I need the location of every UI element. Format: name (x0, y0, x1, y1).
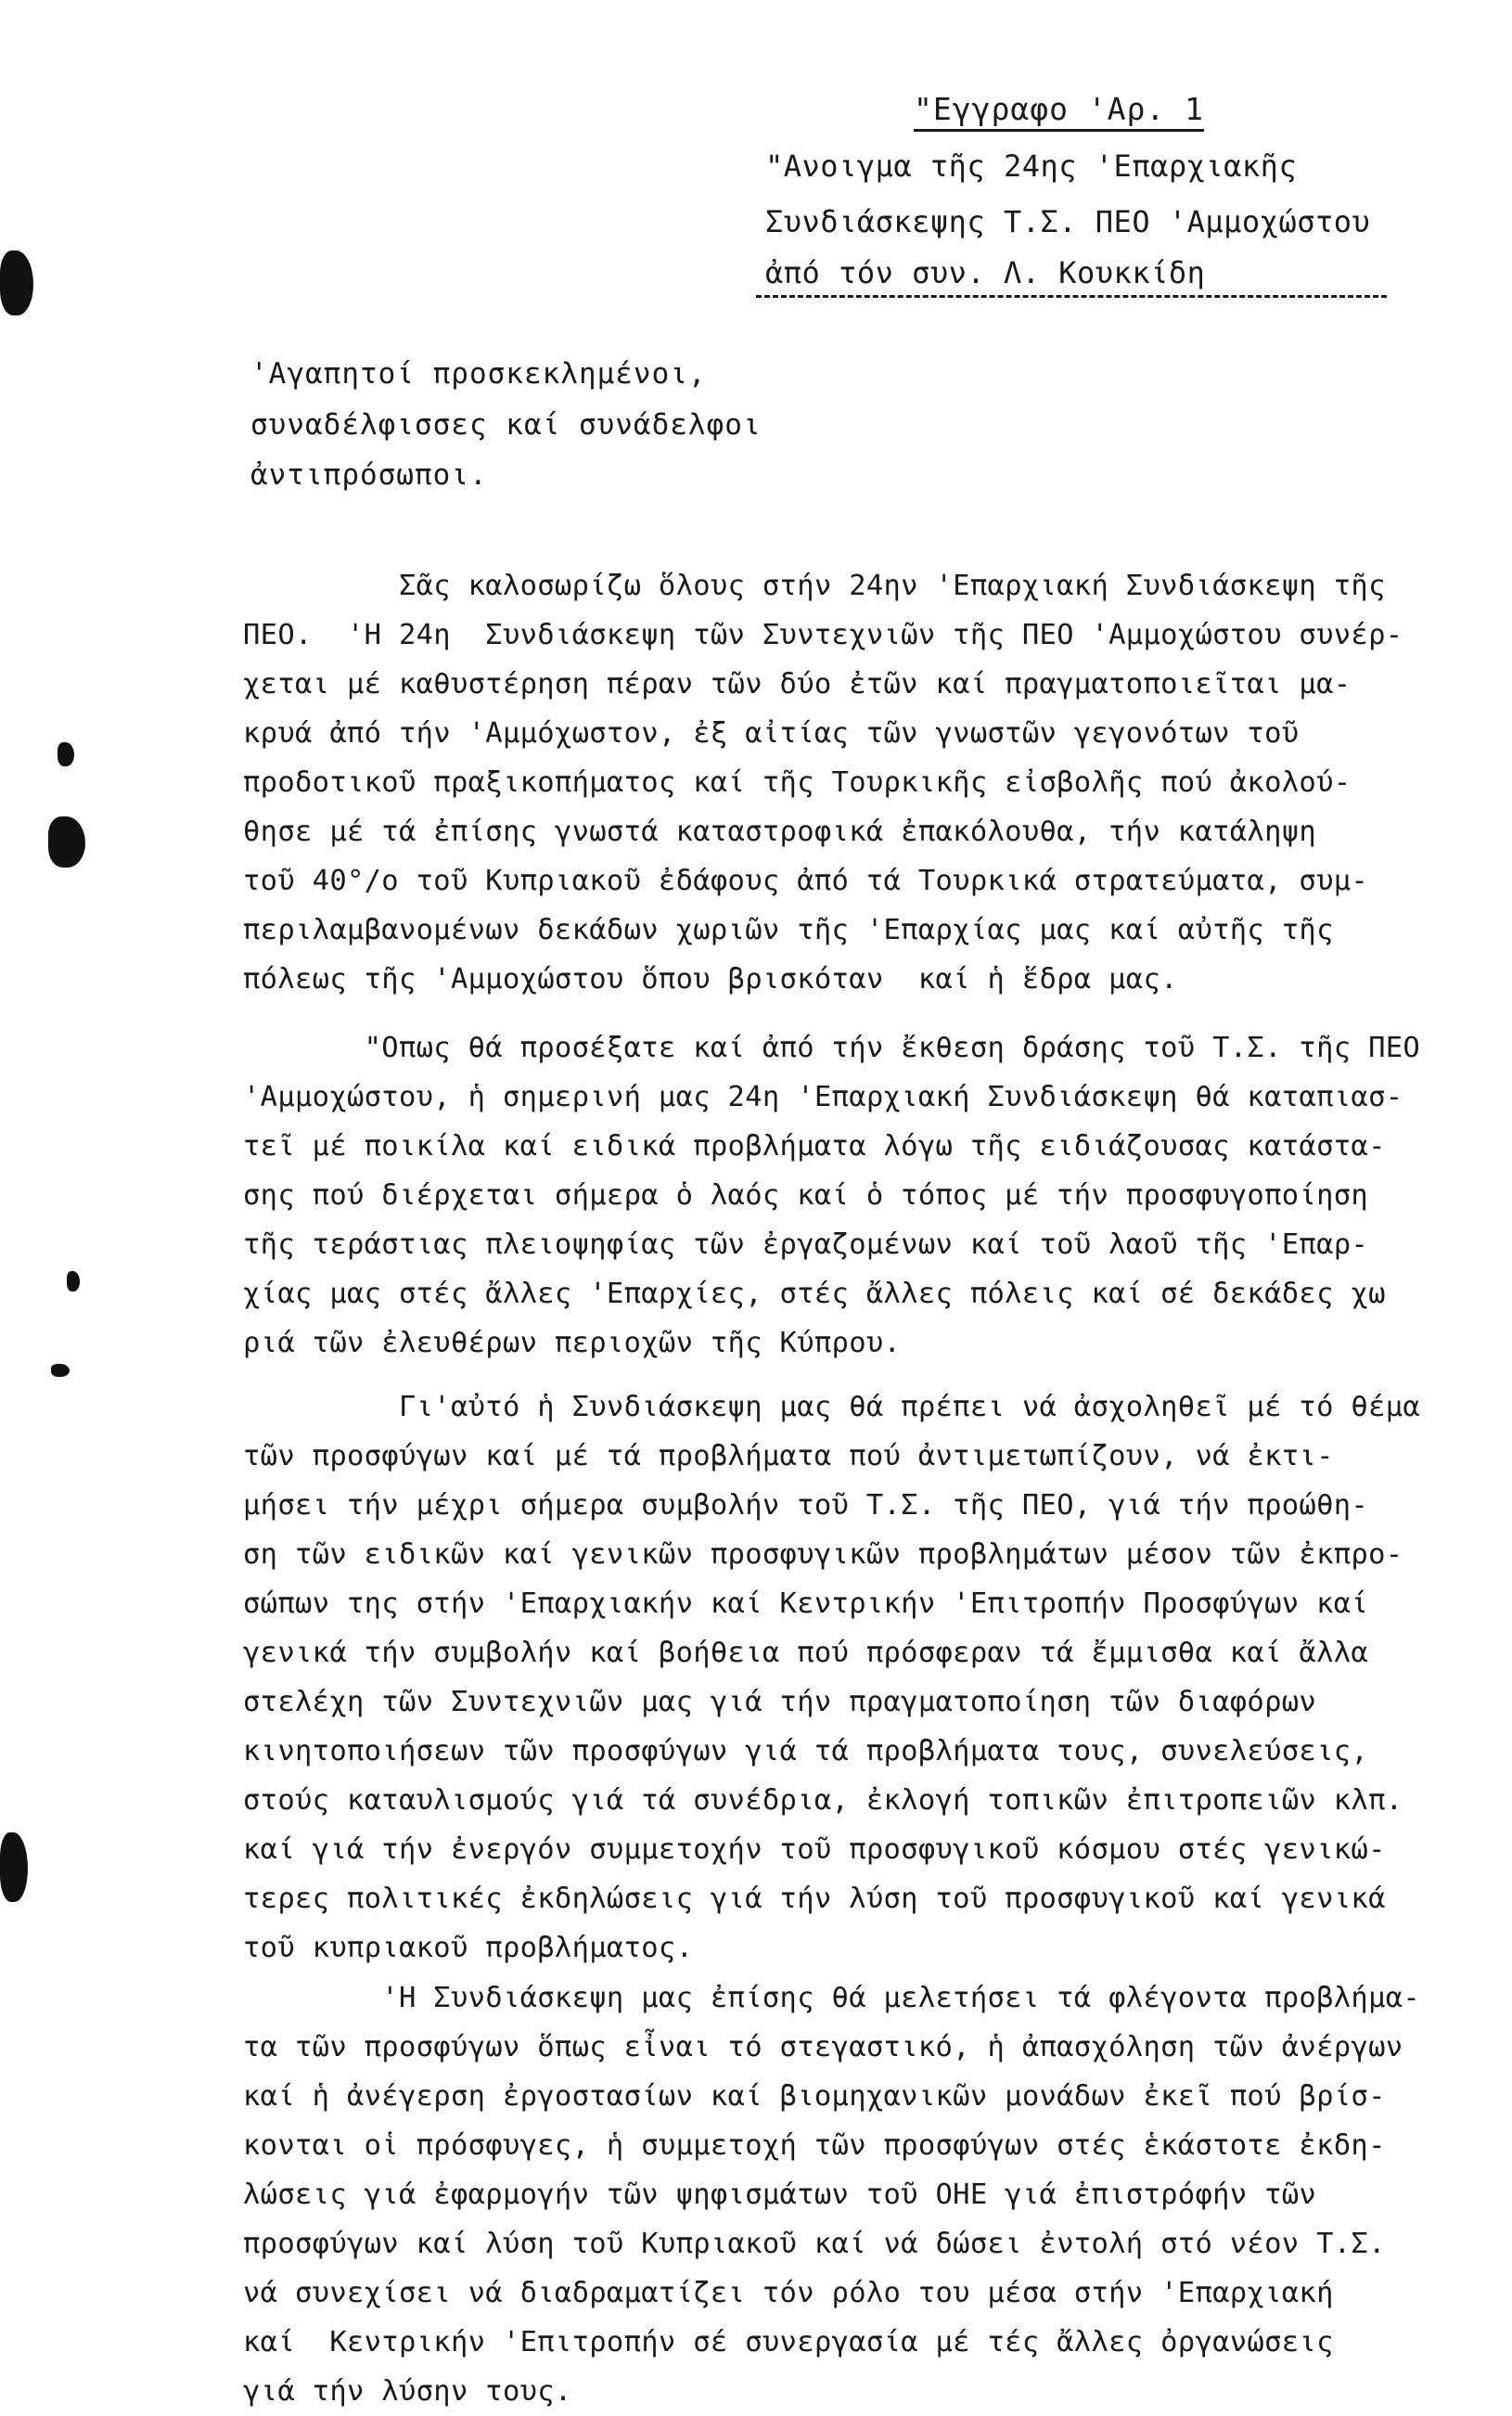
text-line: τα τῶν προσφύγων ὅπως εἶναι τό στεγαστικό, ἡ ἀπασχόληση τῶν ἀνέργων (243, 2031, 1403, 2063)
text-line: Σᾶς καλοσωρίζω ὅλους στήν 24ην 'Επαρχιακή Συνδιάσκεψη τῆς (243, 570, 1386, 602)
salutation-line: 'Αγαπητοί προσκεκλημένοι, (250, 357, 707, 391)
text-line: προσφύγων καί λύση τοῦ Κυπριακοῦ καί νά δώσει ἐντολή στό νέον Τ.Σ. (243, 2228, 1386, 2260)
binding-mark (58, 742, 74, 766)
text-line: χεται μέ καθυστέρηση πέραν τῶν δύο ἐτῶν καί πραγματοποιεῖται μα- (243, 668, 1352, 700)
header-line: ἀπό τόν συν. Λ. Κουκκίδη (765, 255, 1206, 290)
text-line: καί Κεντρικήν 'Επιτροπήν σέ συνεργασία μέ τές ἄλλες ὀργανώσεις (243, 2326, 1334, 2358)
text-line: 'Αμμοχώστου, ἡ σημερινή μας 24η 'Επαρχιακή Συνδιάσκεψη θά καταπιασ- (243, 1081, 1403, 1113)
header-underline (756, 295, 1387, 298)
text-line: καί γιά τήν ἐνεργόν συμμετοχήν τοῦ προσφυγικοῦ κόσμου στές γενικώ- (243, 1833, 1386, 1866)
text-line: περιλαμβανομένων δεκάδων χωριῶν τῆς 'Επαρχίας μας καί αὐτῆς τῆς (243, 914, 1334, 946)
text-line: θησε μέ τά ἐπίσης γνωστά καταστροφικά ἐπακόλουθα, τήν κατάληψη (243, 816, 1317, 848)
text-line: κινητοποιήσεων τῶν προσφύγων γιά τά προβλήματα τους, συνελεύσεις, (243, 1735, 1369, 1767)
binding-mark (48, 816, 85, 867)
paragraph (243, 561, 1505, 1004)
text-line: Γι'αὐτό ἡ Συνδιάσκεψη μας θά πρέπει νά ἀσχοληθεῖ μέ τό θέμα (243, 1391, 1421, 1423)
text-line: πόλεως τῆς 'Αμμοχώστου ὅπου βρισκόταν καί ἡ ἕδρα μας. (243, 963, 1178, 996)
text-line: 'Η Συνδιάσκεψη μας ἐπίσης θά μελετήσει τά φλέγοντα προβλήμα- (243, 1982, 1421, 2014)
binding-mark (0, 1832, 28, 1902)
text-line: τεῖ μέ ποικίλα καί ειδικά προβλήματα λόγω τῆς ειδιάζουσας κατάστα- (243, 1130, 1386, 1163)
text-line: λώσεις γιά ἐφαρμογήν τῶν ψηφισμάτων τοῦ ΟΗΕ γιά ἐπιστρόφήν τῶν (243, 2178, 1317, 2211)
text-line: μήσει τήν μέχρι σήμερα συμβολήν τοῦ Τ.Σ. τῆς ΠΕΟ, γιά τήν προώθη- (243, 1489, 1369, 1522)
text-line: τῆς τεράστιας πλειοψηφίας τῶν ἐργαζομένων καί τοῦ λαοῦ τῆς 'Επαρ- (243, 1228, 1369, 1261)
paragraph (243, 1973, 1505, 2416)
text-line: καί ἡ ἀνέγερση ἐργοστασίων καί βιομηχανικῶν μονάδων ἐκεῖ πού βρίσ- (243, 2080, 1386, 2113)
header-line: Συνδιάσκεψης Τ.Σ. ΠΕΟ 'Αμμοχώστου (765, 204, 1371, 239)
text-line: "Οπως θά προσέξατε καί ἀπό τήν ἔκθεση δράσης τοῦ Τ.Σ. τῆς ΠΕΟ (243, 1032, 1421, 1064)
salutation-line: ἀντιπρόσωποι. (250, 458, 488, 492)
binding-mark (51, 1364, 70, 1377)
text-line: χίας μας στές ἄλλες 'Επαρχίες, στές ἄλλες πόλεις καί σέ δεκάδες χω (243, 1278, 1386, 1310)
paragraph (243, 1382, 1505, 1973)
paragraph (243, 1023, 1505, 1368)
text-line: νά συνεχίσει νά διαδραματίζει τόν ρόλο του μέσα στήν 'Επαρχιακή (243, 2277, 1334, 2309)
binding-mark (67, 1271, 80, 1292)
text-line: προδοτικοῦ πραξικοπήματος καί τῆς Τουρκικῆς εἰσβολῆς πού ἀκολού- (243, 766, 1352, 799)
binding-mark (0, 251, 33, 315)
text-line: τοῦ κυπριακοῦ προβλήματος. (243, 1932, 694, 1964)
text-line: τερες πολιτικές ἐκδηλώσεις γιά τήν λύση τοῦ προσφυγικοῦ καί γενικά (243, 1883, 1386, 1915)
salutation-line: συναδέλφισσες καί συνάδελφοι (250, 408, 762, 442)
text-line: σης πού διέρχεται σήμερα ὁ λαός καί ὁ τόπος μέ τήν προσφυγοποίηση (243, 1179, 1369, 1212)
header-line: "Ανοιγμα τῆς 24ης 'Επαρχιακῆς (765, 148, 1298, 184)
text-line: τῶν προσφύγων καί μέ τά προβλήματα πού ἀντιμετωπίζουν, νά ἐκτι- (243, 1440, 1334, 1472)
text-line: τοῦ 40°/ο τοῦ Κυπριακοῦ ἐδάφους ἀπό τά Τουρκικά στρατεύματα, συμ- (243, 865, 1369, 897)
text-line: γενικά τήν συμβολήν καί βοήθεια πού πρόσφεραν τά ἔμμισθα καί ἄλλα (243, 1637, 1369, 1669)
text-line: κρυά ἀπό τήν 'Αμμόχωστον, ἐξ αἰτίας τῶν γνωστῶν γεγονότων τοῦ (243, 717, 1300, 750)
text-line: στελέχη τῶν Συντεχνιῶν μας γιά τήν πραγματοποίηση τῶν διαφόρων (243, 1686, 1317, 1718)
text-line: σώπων της στήν 'Επαρχιακήν καί Κεντρικήν 'Επιτροπήν Προσφύγων καί (243, 1587, 1369, 1620)
text-line: γιά τήν λύσην τους. (243, 2375, 572, 2408)
text-line: ριά τῶν ἐλευθέρων περιοχῶν τῆς Κύπρου. (243, 1327, 902, 1359)
text-line: στούς καταυλισμούς γιά τά συνέδρια, ἐκλογή τοπικῶν ἐπιτροπειῶν κλπ. (243, 1784, 1403, 1817)
text-line: ΠΕΟ. 'Η 24η Συνδιάσκεψη τῶν Συντεχνιῶν τῆς ΠΕΟ 'Αμμοχώστου συνέρ- (243, 619, 1403, 651)
text-line: κονται οἱ πρόσφυγες, ἡ συμμετοχή τῶν προσφύγων στές ἑκάστοτε ἐκδη- (243, 2129, 1386, 2162)
document-number: "Εγγραφο 'Αρ. 1 (914, 91, 1204, 127)
text-line: ση τῶν ειδικῶν καί γενικῶν προσφυγικῶν προβλημάτων μέσον τῶν ἐκπρο- (243, 1538, 1403, 1571)
